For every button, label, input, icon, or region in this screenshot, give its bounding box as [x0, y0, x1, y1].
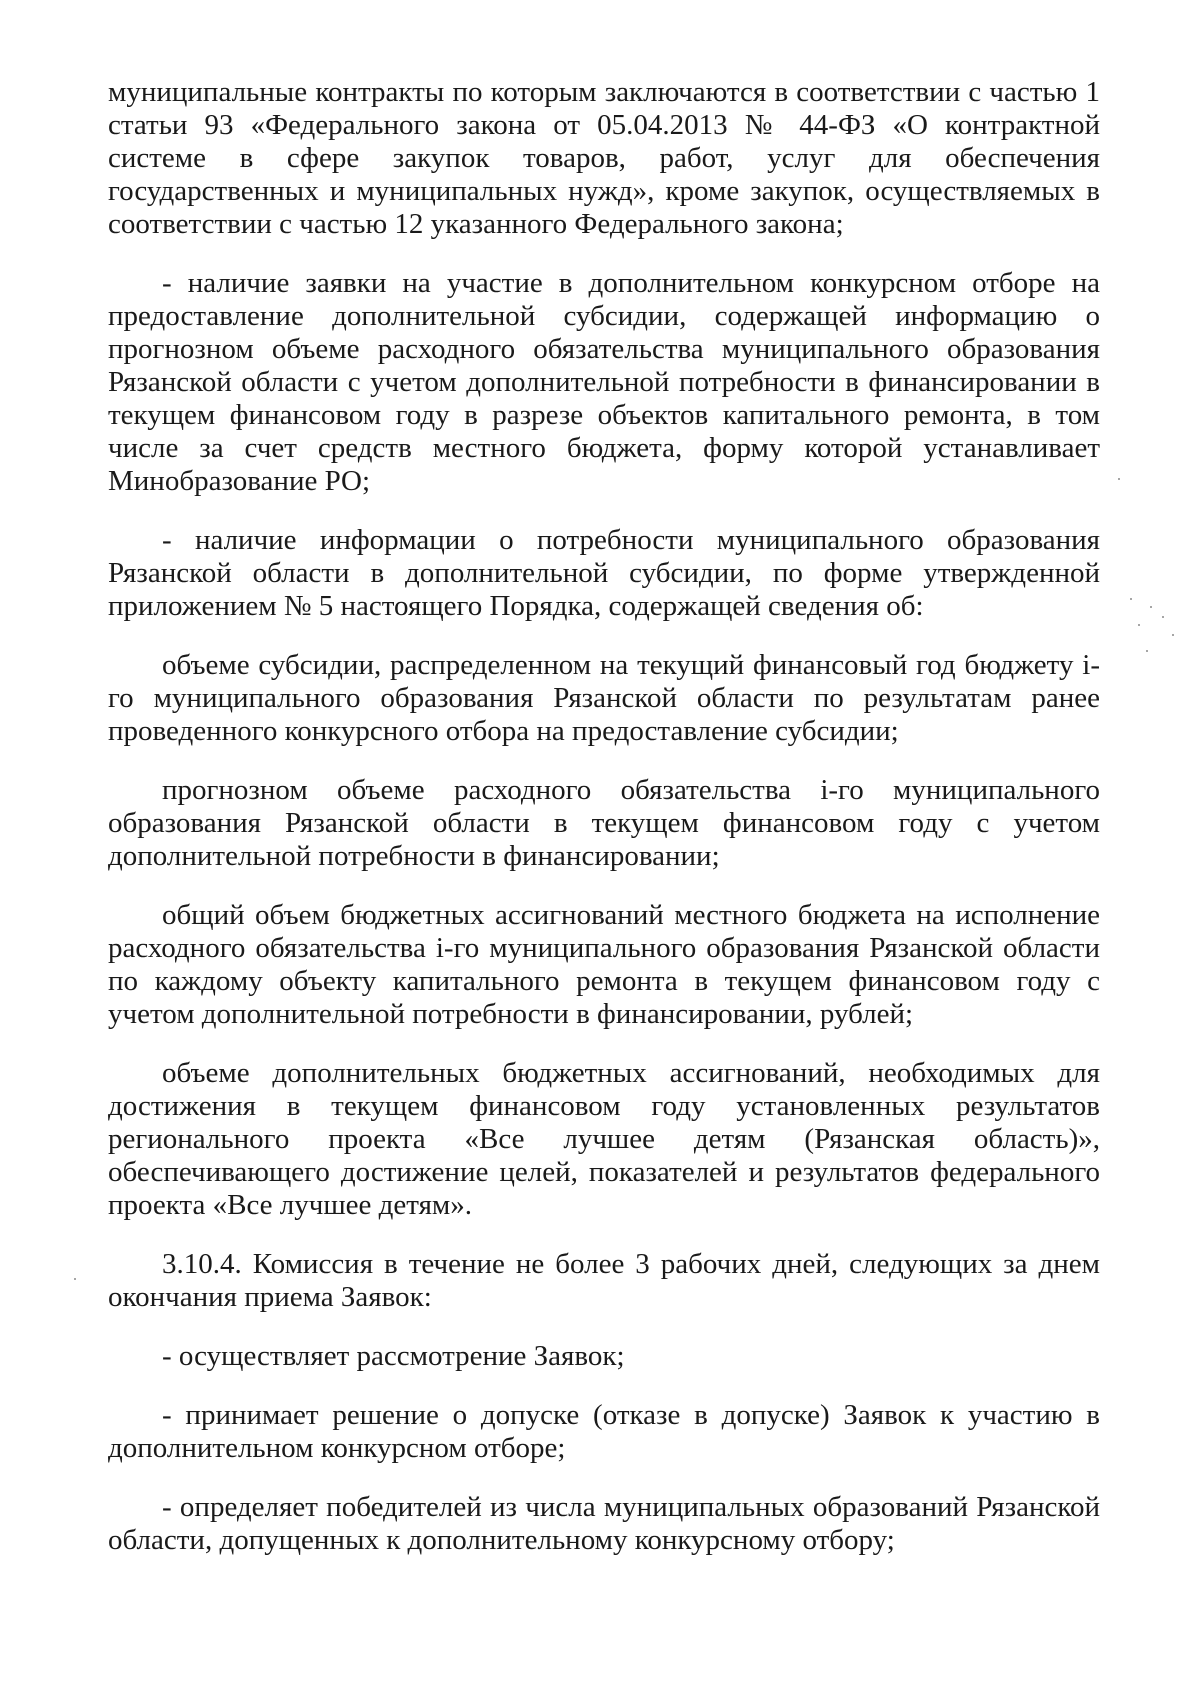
paragraph-gap	[108, 1373, 1100, 1399]
scan-speck	[1118, 478, 1120, 480]
paragraph-gap	[108, 498, 1100, 524]
paragraph-decision: - принимает решение о допуске (отказе в допуске) Заявок к участию в дополнительном конкурсном отборе;	[108, 1399, 1100, 1464]
scan-speck	[1150, 606, 1152, 608]
scan-speck	[74, 1278, 76, 1280]
document-page	[108, 76, 1100, 1557]
paragraph-gap	[108, 1314, 1100, 1340]
paragraph-total-volume: общий объем бюджетных ассигнований местного бюджета на исполнение расходного обязательства i-го муниципального образования Рязанской области по каждому объекту капитального ремонта в текущем финансовом году с учетом дополнительной потребности в финансировании, рублей;	[108, 899, 1100, 1030]
paragraph-review: - осуществляет рассмотрение Заявок;	[162, 1340, 625, 1372]
paragraph-need-info: - наличие информации о потребности муниципального образования Рязанской области в дополнительной субсидии, по форме утвержденной приложением № 5 настоящего Порядка, содержащей сведения об:	[108, 524, 1100, 622]
paragraph-gap	[108, 873, 1100, 899]
paragraph-3-10-4: 3.10.4. Комиссия в течение не более 3 рабочих дней, следующих за днем окончания приема Заявок:	[108, 1248, 1100, 1313]
paragraph-gap	[108, 623, 1100, 649]
paragraph-gap	[108, 1031, 1100, 1057]
scan-speck	[1146, 650, 1148, 652]
paragraph-gap	[108, 241, 1100, 267]
paragraph-gap	[108, 748, 1100, 774]
scan-speck	[1130, 598, 1132, 600]
scan-speck	[1162, 616, 1164, 618]
paragraph-winners: - определяет победителей из числа муниципальных образований Рязанской области, допущенных к дополнительному конкурсному отбору;	[108, 1491, 1100, 1556]
paragraph-contracts: муниципальные контракты по которым заключаются в соответствии с частью 1 статьи 93 «Федерального закона от 05.04.2013 № 44-ФЗ «О контрактной системе в сфере закупок товаров, работ, услуг для обеспечения государственных и муниципальных нужд», кроме закупок, осуществляемых в соответствии с частью 12 указанного Федерального закона;	[108, 76, 1100, 240]
paragraph-subsidy-volume: объеме субсидии, распределенном на текущий финансовый год бюджету i-го муниципального образования Рязанской области по результатам ранее проведенного конкурсного отбора на предоставление субсидии;	[108, 649, 1100, 747]
paragraph-additional: объеме дополнительных бюджетных ассигнований, необходимых для достижения в текущем финансовом году установленных результатов регионального проекта «Все лучшее детям (Рязанская область)», обеспечивающего достижение целей, показателей и результатов федерального проекта «Все лучшее детям».	[108, 1057, 1100, 1221]
scan-speck	[1138, 624, 1140, 626]
scan-speck	[1172, 634, 1174, 636]
paragraph-gap	[108, 1222, 1100, 1248]
paragraph-application: - наличие заявки на участие в дополнительном конкурсном отборе на предоставление дополнительной субсидии, содержащей информацию о прогнозном объеме расходного обязательства муниципального образования Рязанской области с учетом дополнительной потребности в финансировании в текущем финансовом году в разрезе объектов капитального ремонта, в том числе за счет средств местного бюджета, форму которой устанавливает Минобразование РО;	[108, 267, 1100, 497]
paragraph-forecast: прогнозном объеме расходного обязательства i-го муниципального образования Рязанской области в текущем финансовом году с учетом дополнительной потребности в финансировании;	[108, 774, 1100, 872]
paragraph-gap	[108, 1465, 1100, 1491]
